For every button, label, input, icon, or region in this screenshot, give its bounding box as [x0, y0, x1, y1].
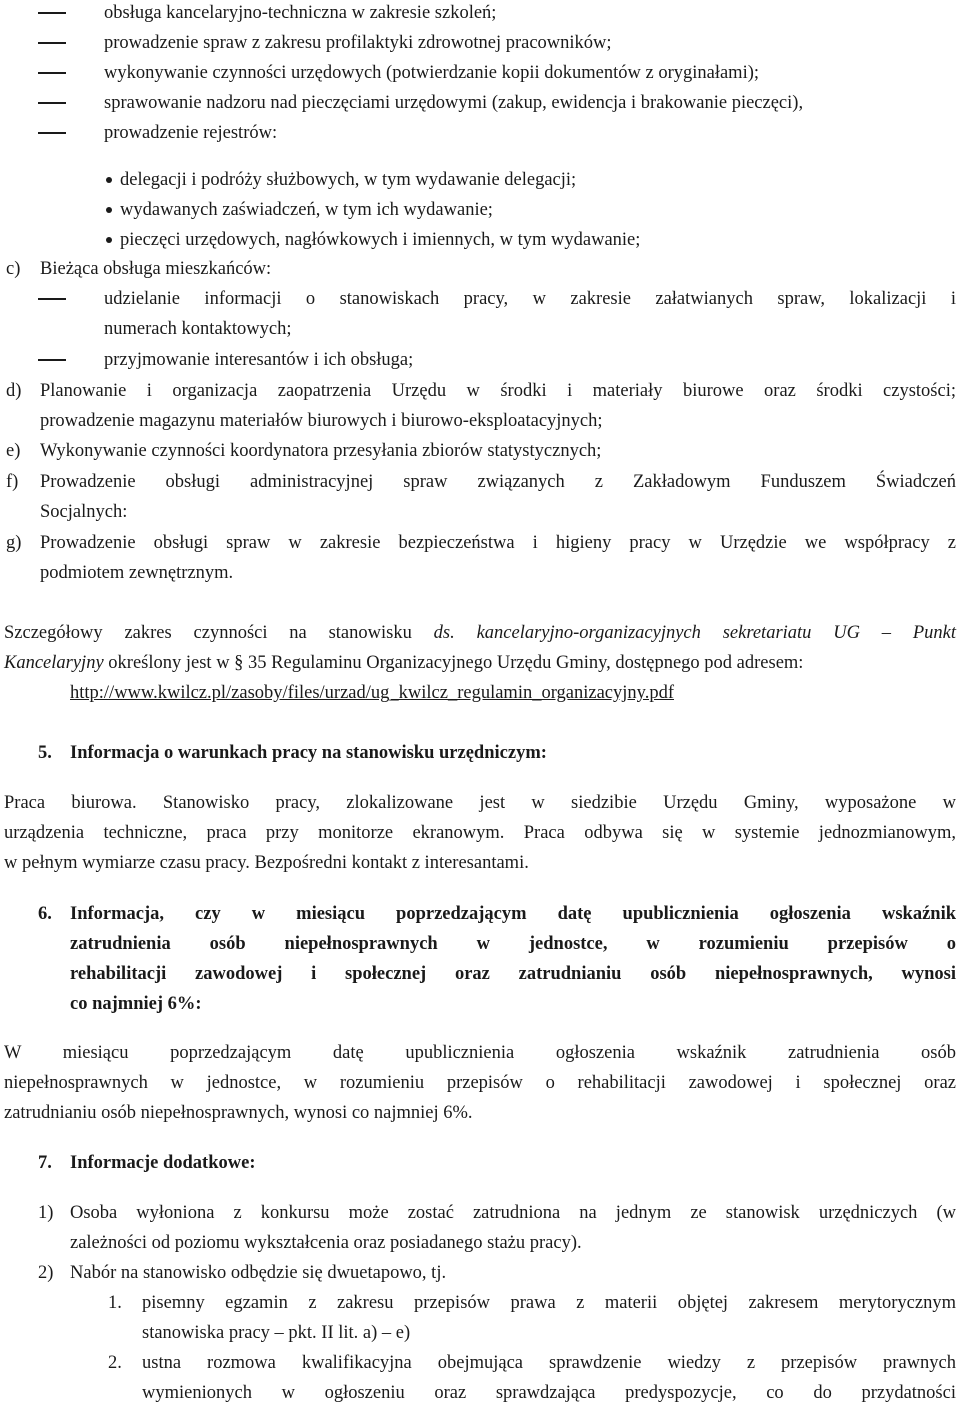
list-item: udzielanie informacji o stanowiskach pracy, w zakresie załatwianych spraw, lokalizacji i — [104, 289, 956, 309]
list-item: pieczęci urzędowych, nagłówkowych i imiennych, w tym wydawanie; — [120, 230, 641, 250]
list-item: prowadzenie rejestrów: — [104, 123, 278, 143]
regulation-link-line — [70, 681, 674, 705]
bullet-marker — [106, 177, 112, 183]
list-item: prowadzenie spraw z zakresu profilaktyki zdrowotnej pracowników; — [104, 33, 612, 53]
section-number: 5. — [38, 743, 52, 763]
item-text-cont: podmiotem zewnętrznym. — [40, 563, 234, 583]
item-text-cont: Socjalnych: — [40, 502, 128, 522]
detail-paragraph-line — [4, 651, 803, 675]
paragraph-line: W miesiącu poprzedzającym datę upublicznienia ogłoszenia wskaźnik zatrudnienia osób — [4, 1043, 956, 1063]
detail-paragraph-line — [4, 621, 956, 645]
subitem-text-cont: stanowiska pracy – pkt. II lit. a) – e) — [142, 1323, 411, 1343]
item-label: 1) — [38, 1203, 54, 1223]
item-label: e) — [6, 441, 21, 461]
item-text: Bieżąca obsługa mieszkańców: — [40, 259, 272, 279]
bullet-marker — [106, 237, 112, 243]
section-heading-cont: zatrudnienia osób niepełnosprawnych w jednostce, w rozumieniu przepisów o — [70, 934, 956, 954]
section-heading-cont: co najmniej 6%: — [70, 994, 202, 1014]
item-label: c) — [6, 259, 21, 279]
list-item: delegacji i podróży służbowych, w tym wydawanie delegacji; — [120, 170, 577, 190]
section-heading: Informacja o warunkach pracy na stanowisku urzędniczym: — [70, 743, 547, 763]
dash-marker — [38, 12, 66, 14]
subitem-label: 2. — [108, 1353, 122, 1373]
paragraph-line: zatrudnianiu osób niepełnosprawnych, wynosi co najmniej 6%. — [4, 1103, 473, 1123]
dash-marker — [38, 42, 66, 44]
subitem-text: pisemny egzamin z zakresu przepisów prawa z materii objętej zakresem merytorycznym — [142, 1293, 956, 1313]
position-name: Kancelaryjny — [4, 653, 104, 673]
item-text-cont: prowadzenie magazynu materiałów biurowych i biurowo-eksploatacyjnych; — [40, 411, 603, 431]
subitem-text: ustna rozmowa kwalifikacyjna obejmująca sprawdzenie wiedzy z przepisów prawnych — [142, 1353, 956, 1373]
list-item: przyjmowanie interesantów i ich obsługa; — [104, 350, 414, 370]
dash-marker — [38, 72, 66, 74]
dash-marker — [38, 102, 66, 104]
item-text: Nabór na stanowisko odbędzie się dwuetapowo, tj. — [70, 1263, 447, 1283]
detail-text: określony jest w § 35 Regulaminu Organizacyjnego Urzędu Gminy, dostępnego pod adresem: — [108, 653, 804, 673]
subitem-text-cont: wymienionych w ogłoszeniu oraz sprawdzająca predyspozycje, co do przydatności — [142, 1383, 956, 1403]
dash-marker — [38, 359, 66, 361]
list-item-cont: numerach kontaktowych; — [104, 319, 292, 339]
paragraph-line: w pełnym wymiarze czasu pracy. Bezpośredni kontakt z interesantami. — [4, 853, 529, 873]
list-item: wykonywanie czynności urzędowych (potwierdzanie kopii dokumentów z oryginałami); — [104, 63, 760, 83]
item-text-cont: zależności od poziomu wykształcenia oraz posiadanego stażu pracy). — [70, 1233, 582, 1253]
paragraph-line: Praca biurowa. Stanowisko pracy, zlokalizowane jest w siedzibie Urzędu Gminy, wyposażone w — [4, 793, 956, 813]
detail-text: Szczegółowy zakres czynności na stanowisku — [4, 623, 412, 643]
section-heading: Informacje dodatkowe: — [70, 1153, 256, 1173]
dash-marker — [38, 298, 66, 300]
subitem-label: 1. — [108, 1293, 122, 1313]
list-item: sprawowanie nadzoru nad pieczęciami urzędowymi (zakup, ewidencja i brakowanie pieczęci), — [104, 93, 804, 113]
paragraph-line: niepełnosprawnych w jednostce, w rozumieniu przepisów o rehabilitacji zawodowej i społecznej oraz — [4, 1073, 956, 1093]
bullet-marker — [106, 207, 112, 213]
item-text: Prowadzenie obsługi spraw w zakresie bezpieczeństwa i higieny pracy w Urzędzie we współpracy z — [40, 533, 956, 553]
item-text: Osoba wyłoniona z konkursu może zostać zatrudniona na jednym ze stanowisk urzędniczych (w — [70, 1203, 956, 1223]
item-text: Prowadzenie obsługi administracyjnej spraw związanych z Zakładowym Funduszem Świadczeń — [40, 472, 956, 492]
section-number: 6. — [38, 904, 52, 924]
item-text: Wykonywanie czynności koordynatora przesyłania zbiorów statystycznych; — [40, 441, 602, 461]
section-heading: Informacja, czy w miesiącu poprzedzającym datę upublicznienia ogłoszenia wskaźnik — [70, 904, 956, 924]
item-text: Planowanie i organizacja zaopatrzenia Urzędu w środki i materiały biurowe oraz środki czystości; — [40, 381, 956, 401]
paragraph-line: urządzenia techniczne, praca przy monitorze ekranowym. Praca odbywa się w systemie jednozmianowym, — [4, 823, 956, 843]
list-item: wydawanych zaświadczeń, w tym ich wydawanie; — [120, 200, 493, 220]
item-label: 2) — [38, 1263, 54, 1283]
item-label: f) — [6, 472, 19, 492]
section-heading-cont: rehabilitacji zawodowej i społecznej oraz zatrudnianiu osób niepełnosprawnych, wynosi — [70, 964, 956, 984]
position-name: ds. kancelaryjno-organizacyjnych sekretariatu UG – Punkt — [433, 623, 957, 643]
regulation-link[interactable]: http://www.kwilcz.pl/zasoby/files/urzad/ug_kwilcz_regulamin_organizacyjny.pdf — [70, 683, 674, 703]
section-number: 7. — [38, 1153, 52, 1173]
list-item: obsługa kancelaryjno-techniczna w zakresie szkoleń; — [104, 3, 497, 23]
item-label: g) — [6, 533, 22, 553]
item-label: d) — [6, 381, 22, 401]
dash-marker — [38, 132, 66, 134]
